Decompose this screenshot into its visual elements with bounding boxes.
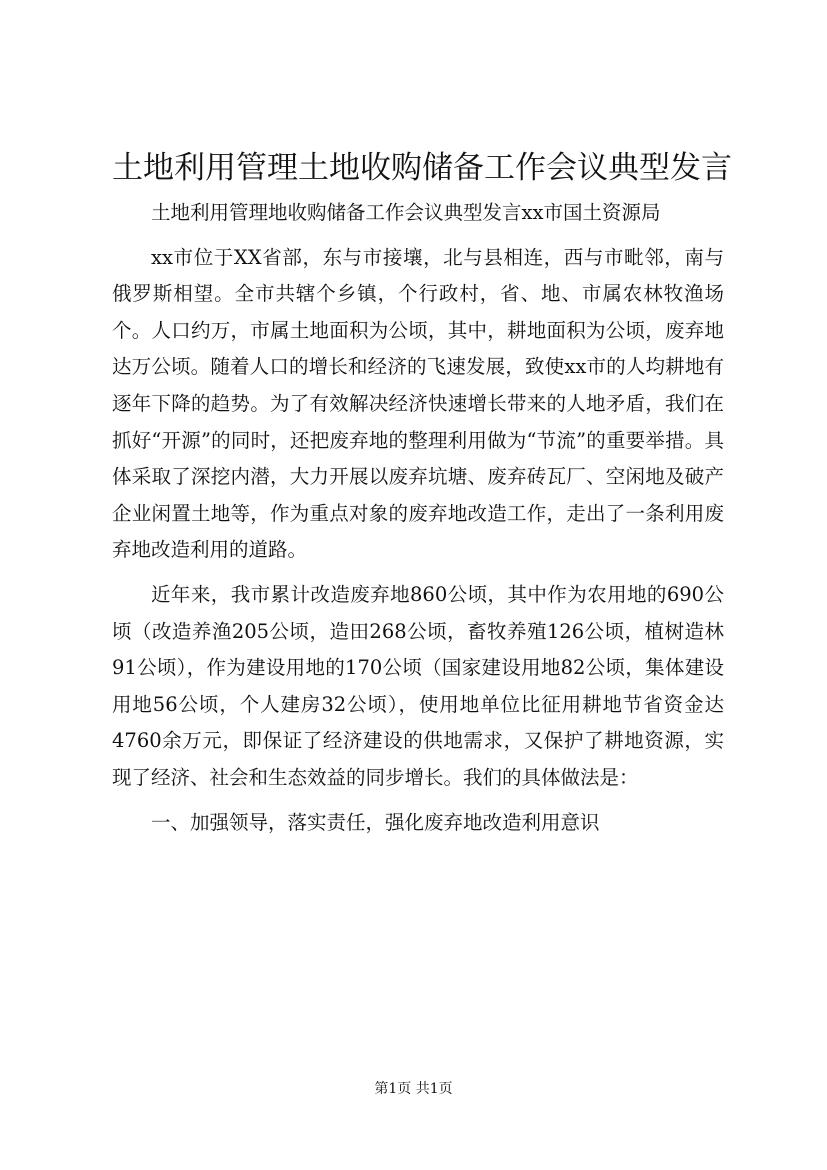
paragraph-intro: xx市位于XX省部，东与市接壤，北与县相连，西与市毗邻，南与俄罗斯相望。全市共辖个乡镇，个行政村，省、地、市属农林牧渔场个。人口约万，市属土地面积为公顷，其中，耕地面积为公顷，废弃地达万公顷。随着人口的增长和经济的飞速发展，致使xx市的人均耕地有逐年下降的趋势。为了有效解决经济快速增长带来的人地矛盾，我们在抓好“开源”的同时，还把废弃地的整理利用做为“节流”的重要举措。具体采取了深挖内潜，大力开展以废弃坑塘、废弃砖瓦厂、空闲地及破产企业闲置土地等，作为重点对象的废弃地改造工作，走出了一条利用废弃地改造利用的道路。 xyxy=(112,245,724,562)
paragraph-subtitle: 土地利用管理地收购储备工作会议典型发言xx市国土资源局 xyxy=(151,201,661,224)
document-body xyxy=(112,195,724,841)
paragraph-achievements: 近年来，我市累计改造废弃地860公顷，其中作为农用地的690公顷（改造养渔205公顷，造田268公顷，畜牧养殖126公顷，植树造林91公顷），作为建设用地的170公顷（国家建设用地82公顷，集体建设用地56公顷，个人建房32公顷），使用地单位比征用耕地节省资金达4760余万元，即保证了经济建设的供地需求，又保护了耕地资源，实现了经济、社会和生态效益的同步增长。我们的具体做法是： xyxy=(112,582,724,789)
document-title: 土地利用管理土地收购储备工作会议典型发言 xyxy=(112,150,732,186)
paragraph-section-heading: 一、加强领导，落实责任，强化废弃地改造利用意识 xyxy=(151,810,600,834)
page-footer: 第1页 共1页 xyxy=(374,1081,453,1097)
